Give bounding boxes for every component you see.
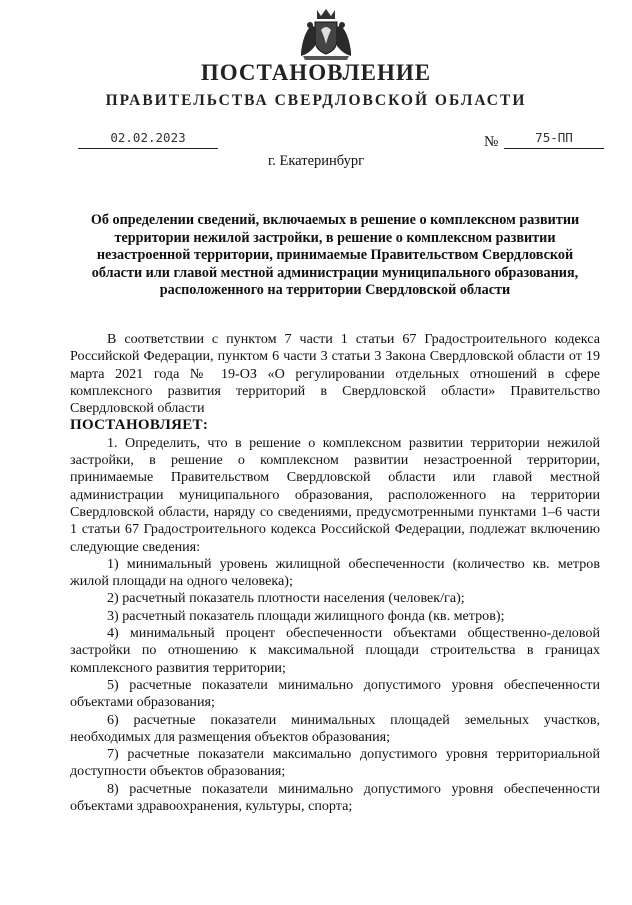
document-date: 02.02.2023 bbox=[78, 130, 218, 149]
coat-of-arms-icon bbox=[295, 6, 357, 62]
document-heading: Об определении сведений, включаемых в решение о комплексном развитии территории нежилой застройки, в решение о комплексном развитии незастроенной территории, принимаемые Правительством Свердловской области или главой местной администрации муниципального образования, расположенного на территории Свердловской области bbox=[90, 212, 580, 298]
document-number: 75-ПП bbox=[504, 130, 604, 149]
preamble-paragraph: В соответствии с пунктом 7 части 1 статьи 67 Градостроительного кодекса Российской Федерации, пунктом 6 части 3 статьи 3 Закона Свердловской области от 19 марта 2021 года № 19-ОЗ «О регулировании отдельных отношений в сфере комплексного развития территорий в Свердловской области» Правительство Свердловской области bbox=[70, 331, 600, 417]
document-city: г. Екатеринбург bbox=[267, 153, 365, 169]
document-title: ПОСТАНОВЛЕНИЕ bbox=[200, 60, 432, 85]
decree-word: ПОСТАНОВЛЯЕТ: bbox=[70, 417, 209, 434]
list-item-1: 1) минимальный уровень жилищной обеспеченности (количество кв. метров жилой площади на одного человека); bbox=[70, 555, 600, 590]
number-sign: № bbox=[484, 134, 499, 150]
list-item-2: 2) расчетный показатель плотности населения (человек/га); bbox=[107, 590, 465, 607]
list-item-3: 3) расчетный показатель площади жилищного фонда (кв. метров); bbox=[107, 607, 505, 624]
list-item-4: 4) минимальный процент обеспеченности объектами общественно-деловой застройки по отношению к максимальной площади строительства в границах комплексного развития территории; bbox=[70, 625, 600, 676]
list-item-6: 6) расчетные показатели минимальных площадей земельных участков, необходимых для размещения объектов образования; bbox=[70, 711, 600, 745]
document-subtitle: ПРАВИТЕЛЬСТВА СВЕРДЛОВСКОЙ ОБЛАСТИ bbox=[105, 92, 527, 109]
list-item-8: 8) расчетные показатели минимально допустимого уровня обеспеченности объектами здравоохранения, культуры, спорта; bbox=[70, 780, 600, 815]
list-item-5: 5) расчетные показатели минимально допустимого уровня обеспеченности объектами образования; bbox=[70, 676, 600, 711]
list-item-7: 7) расчетные показатели максимально допустимого уровня территориальной доступности объектов образования; bbox=[70, 746, 600, 780]
point-1-paragraph: 1. Определить, что в решение о комплексном развитии территории нежилой застройки, в решение о комплексном развитии незастроенной территории, принимаемые Правительством Свердловской области или главой местной администрации муниципального образования, расположенного на территории Свердловской области, наряду со сведениями, предусмотренными пунктами 1–6 части 1 статьи 67 Градостроительного кодекса Российской Федерации, подлежат включению следующие сведения: bbox=[70, 434, 600, 555]
document-body bbox=[70, 331, 600, 815]
